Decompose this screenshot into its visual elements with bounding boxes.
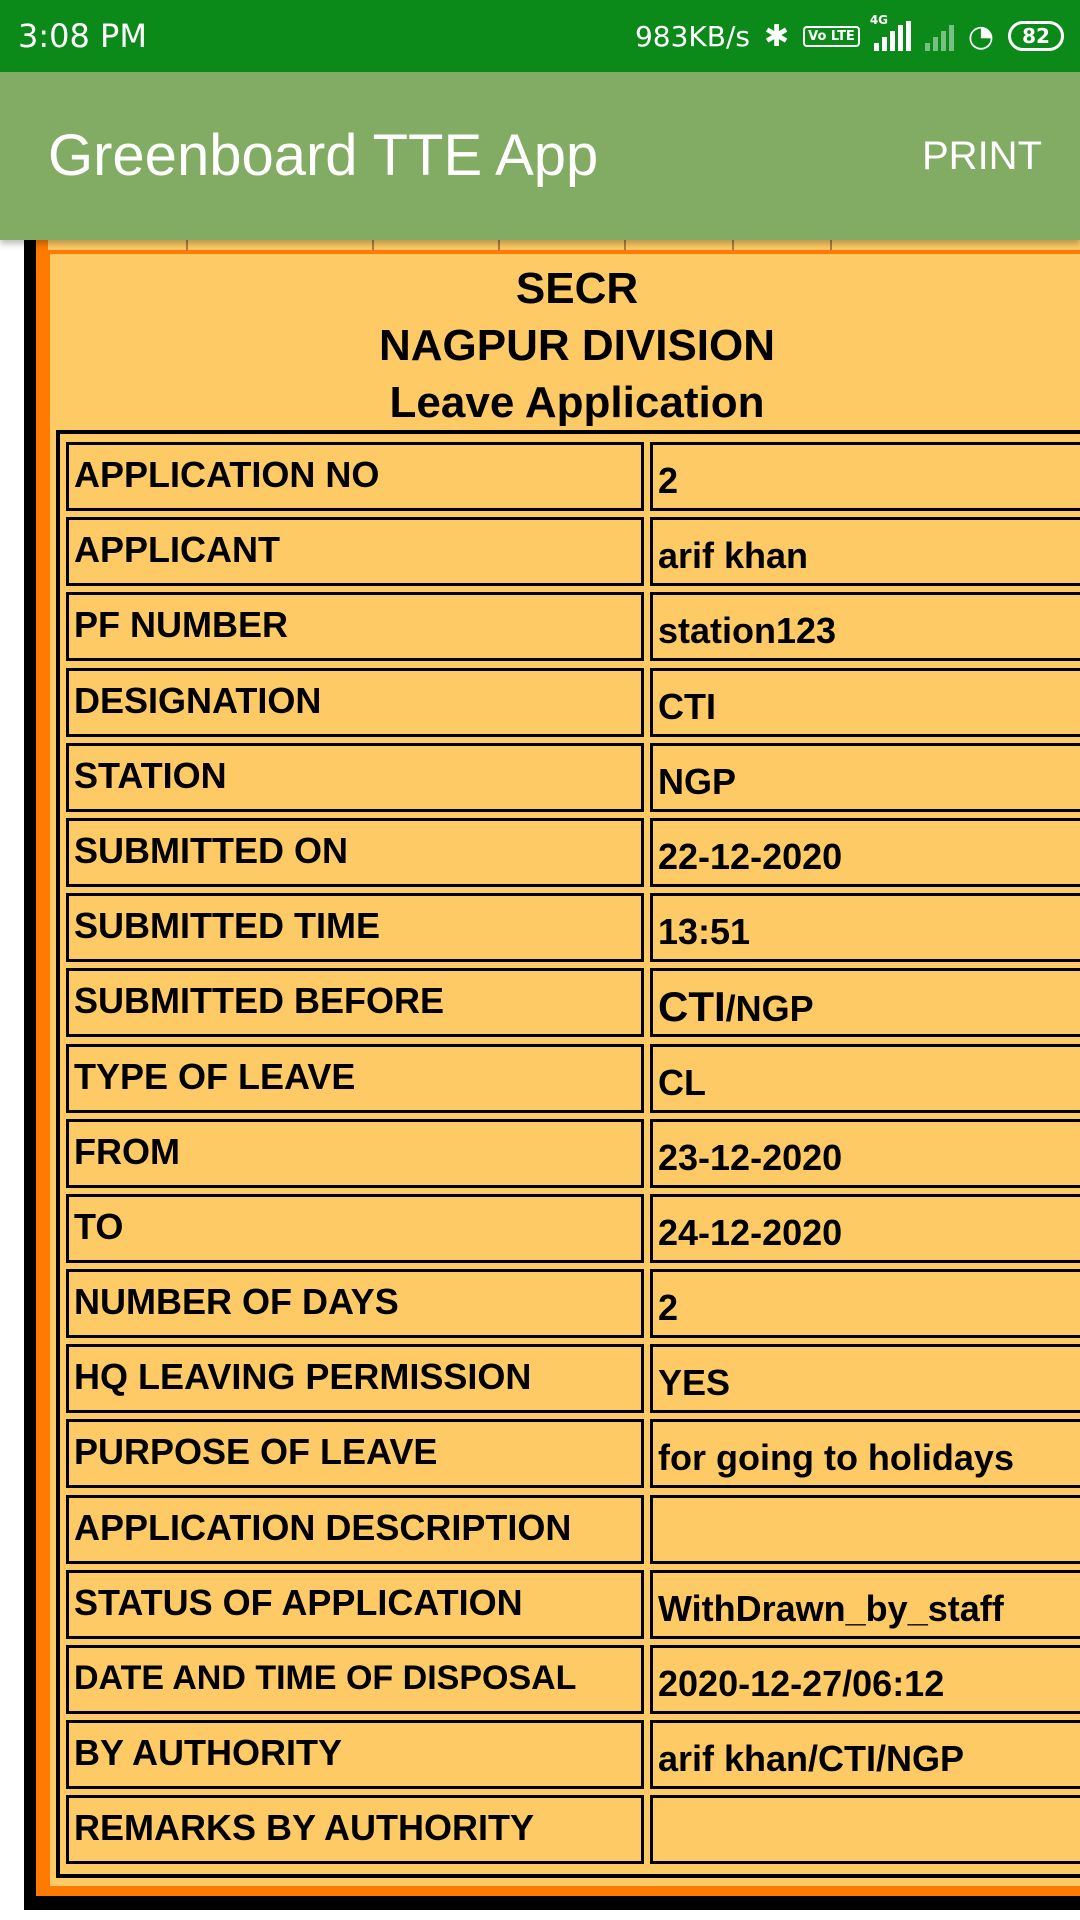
field-label: SUBMITTED TIME: [66, 893, 644, 962]
table-row: [66, 1645, 1080, 1720]
field-value: WithDrawn_by_staff: [650, 1570, 1080, 1639]
table-row: [66, 1795, 1080, 1870]
table-row: [66, 1044, 1080, 1119]
field-label: APPLICATION NO: [66, 442, 644, 511]
field-value: CTI: [650, 668, 1080, 737]
field-label: TO: [66, 1194, 644, 1263]
field-value: arif khan/CTI/NGP: [650, 1720, 1080, 1789]
field-label: PURPOSE OF LEAVE: [66, 1419, 644, 1488]
field-label: BY AUTHORITY: [66, 1720, 644, 1789]
wifi-icon: ◔: [967, 18, 994, 54]
field-value: 2020-12-27/06:12: [650, 1645, 1080, 1714]
field-value: 2: [650, 1269, 1080, 1338]
table-row: [66, 818, 1080, 893]
app-bar: [0, 72, 1080, 240]
application-rows: [66, 442, 1080, 1871]
field-value: [650, 968, 1080, 1037]
header-org: SECR: [515, 264, 639, 313]
field-label: TYPE OF LEAVE: [66, 1044, 644, 1113]
table-row: [66, 1344, 1080, 1419]
table-row: [66, 1269, 1080, 1344]
field-value: NGP: [650, 743, 1080, 812]
field-value: 22-12-2020: [650, 818, 1080, 887]
table-row: [66, 517, 1080, 592]
document-border: [36, 230, 1080, 1896]
field-label: PF NUMBER: [66, 592, 644, 661]
status-bar: [0, 0, 1080, 72]
table-row: [66, 1194, 1080, 1269]
header-title: Leave Application: [389, 378, 765, 427]
bluetooth-icon: ✱: [763, 18, 790, 54]
signal-sim2-icon: [925, 21, 954, 51]
field-label: STATUS OF APPLICATION: [66, 1570, 644, 1639]
field-value: arif khan: [650, 517, 1080, 586]
table-row: [66, 592, 1080, 667]
document-header: [50, 254, 1080, 430]
field-value: 2: [650, 442, 1080, 511]
application-table: [56, 430, 1080, 1878]
table-row: [66, 743, 1080, 818]
field-value: YES: [650, 1344, 1080, 1413]
network-speed: 983KB/s: [634, 19, 750, 53]
volte-icon: Vo LTE: [803, 26, 860, 47]
print-button[interactable]: PRINT: [922, 134, 1042, 178]
field-value: 23-12-2020: [650, 1119, 1080, 1188]
field-value: [650, 1495, 1080, 1564]
document-sheet: [24, 230, 1080, 1910]
table-row: [66, 893, 1080, 968]
field-label: REMARKS BY AUTHORITY: [66, 1795, 644, 1864]
signal-4g-icon: [869, 13, 911, 51]
table-row: [66, 968, 1080, 1043]
field-label: APPLICATION DESCRIPTION: [66, 1495, 644, 1564]
field-label: SUBMITTED ON: [66, 818, 644, 887]
field-label: DATE AND TIME OF DISPOSAL: [66, 1645, 644, 1714]
field-value: 24-12-2020: [650, 1194, 1080, 1263]
status-icons: [635, 0, 1064, 72]
table-row: [66, 1419, 1080, 1494]
field-label: DESIGNATION: [66, 668, 644, 737]
header-division: NAGPUR DIVISION: [378, 321, 776, 370]
field-value: [650, 1795, 1080, 1864]
status-time: 3:08 PM: [18, 17, 147, 55]
field-label: APPLICANT: [66, 517, 644, 586]
battery-icon: 82: [1008, 21, 1064, 51]
field-label: STATION: [66, 743, 644, 812]
table-row: [66, 442, 1080, 517]
field-value-part1: CTI: [658, 983, 726, 1031]
field-value: 13:51: [650, 893, 1080, 962]
field-value: for going to holidays: [650, 1419, 1080, 1488]
leave-application-document: [50, 254, 1080, 1886]
table-row: [66, 1119, 1080, 1194]
field-label: FROM: [66, 1119, 644, 1188]
field-label: SUBMITTED BEFORE: [66, 968, 644, 1037]
field-label: NUMBER OF DAYS: [66, 1269, 644, 1338]
table-row: [66, 668, 1080, 743]
field-label: HQ LEAVING PERMISSION: [66, 1344, 644, 1413]
field-value-part2: /NGP: [725, 988, 814, 1030]
table-row: [66, 1570, 1080, 1645]
field-value: station123: [650, 592, 1080, 661]
network-tag: 4G: [869, 13, 889, 27]
field-value: CL: [650, 1044, 1080, 1113]
table-row: [66, 1495, 1080, 1570]
table-row: [66, 1720, 1080, 1795]
app-title: Greenboard TTE App: [48, 123, 599, 188]
